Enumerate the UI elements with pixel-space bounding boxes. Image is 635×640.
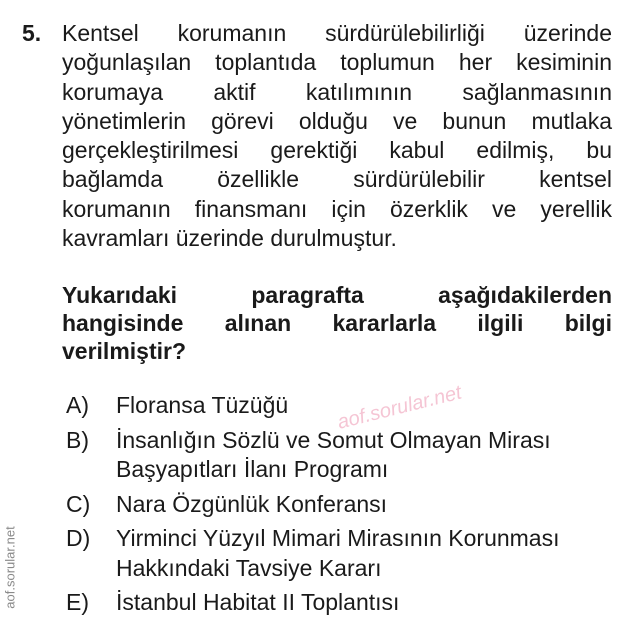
option-b[interactable] bbox=[66, 426, 612, 485]
paragraph-line: Kentsel korumanın sürdürülebilirliği üzerinde bbox=[62, 20, 612, 46]
paragraph-line: bağlamda özellikle sürdürülebilir kentsel bbox=[62, 166, 612, 193]
watermark-center: aof.sorular.net bbox=[335, 381, 464, 434]
prompt-line: Yukarıdaki paragrafta aşağıdakilerden bbox=[62, 282, 612, 308]
watermark-side: aof.sorular.net bbox=[2, 526, 18, 609]
option-text: Yirminci Yüzyıl Mimari Mirasının Korunması Hakkındaki Tavsiye Kararı bbox=[116, 525, 560, 581]
paragraph-line: kavramları üzerinde durulmuştur. bbox=[62, 225, 397, 252]
option-text: Nara Özgünlük Konferansı bbox=[116, 490, 388, 517]
paragraph-line: gerçekleştirilmesi gerektiği kabul edilmiş, bu bbox=[62, 137, 612, 164]
paragraph-line: yönetimlerin görevi olduğu ve bunun mutlaka bbox=[62, 107, 612, 134]
option-letter: E) bbox=[66, 589, 89, 615]
option-text: Floransa Tüzüğü bbox=[116, 392, 289, 418]
question-number: 5. bbox=[22, 20, 42, 46]
option-letter: C) bbox=[66, 490, 91, 517]
paragraph-line: korumanın finansmanı için özerklik ve yerellik bbox=[62, 195, 612, 222]
question-prompt bbox=[62, 281, 612, 365]
option-letter: D) bbox=[66, 525, 91, 551]
paragraph-line: korumaya aktif katılımının sağlanmasının bbox=[62, 78, 612, 105]
option-e[interactable] bbox=[66, 588, 612, 618]
option-letter: A) bbox=[66, 392, 89, 418]
question-paragraph bbox=[62, 19, 612, 253]
prompt-line: hangisinde alınan kararlarla ilgili bilgi bbox=[62, 310, 612, 336]
option-text: İnsanlığın Sözlü ve Somut Olmayan Mirası Başyapıtları İlanı Programı bbox=[116, 426, 551, 482]
option-d[interactable] bbox=[66, 524, 612, 583]
option-text: İstanbul Habitat II Toplantısı bbox=[116, 589, 400, 615]
prompt-line: verilmiştir? bbox=[62, 338, 186, 364]
option-c[interactable] bbox=[66, 490, 612, 520]
option-letter: B) bbox=[66, 426, 89, 453]
paragraph-line: yoğunlaşılan toplantıda toplumun her kesiminin bbox=[62, 49, 612, 76]
